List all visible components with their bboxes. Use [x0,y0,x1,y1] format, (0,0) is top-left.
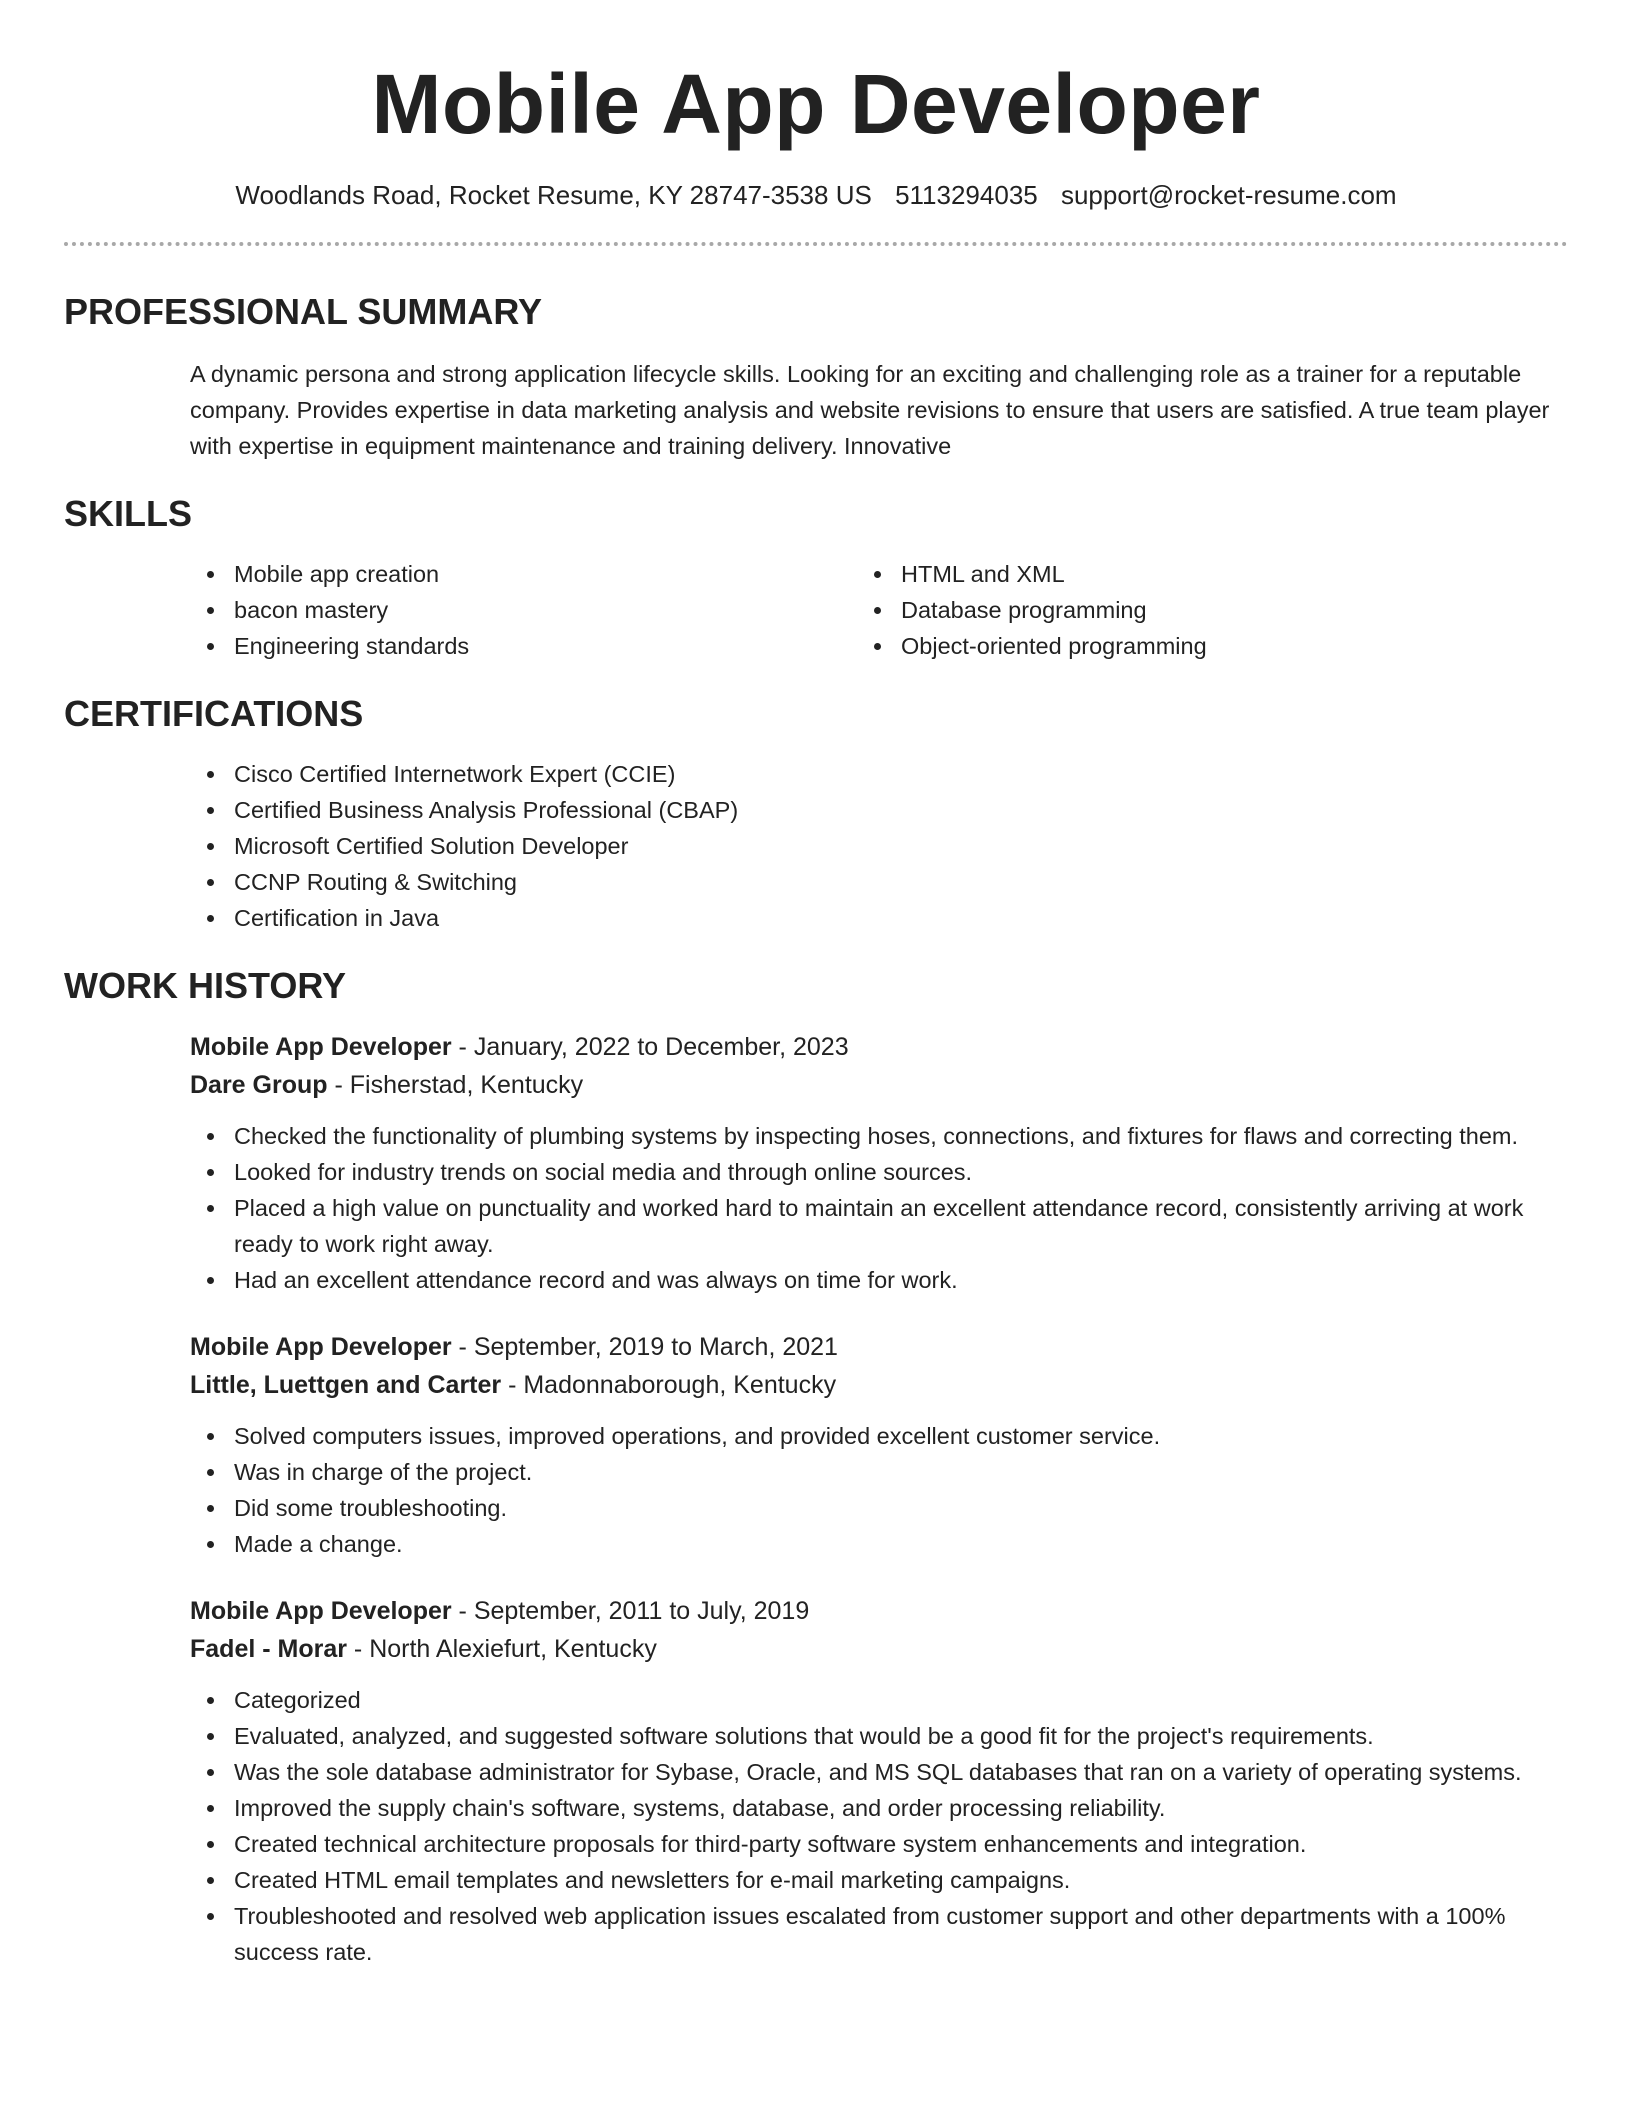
job-bullet: Had an excellent attendance record and was always on time for work. [234,1262,1568,1298]
job-dates: - January, 2022 to December, 2023 [451,1033,849,1061]
job-bullet: Was in charge of the project. [234,1454,1568,1490]
job-bullet: Troubleshooted and resolved web application issues escalated from customer support and other departments with a 100% success rate. [234,1898,1568,1970]
job-company-line [64,1630,1568,1668]
job-bullets [64,1682,1568,1970]
job-dates: - September, 2019 to March, 2021 [451,1333,838,1361]
job-company-line [64,1366,1568,1404]
summary-text: A dynamic persona and strong application lifecycle skills. Looking for an exciting and challenging role as a trainer for a reputable company. Provides expertise in data marketing analysis and website revisions to ensure that users are satisfied. A true team player with expertise in equipment maintenance and training delivery. Innovative [190,361,1550,459]
job-location: - Fisherstad, Kentucky [327,1071,584,1099]
certifications-heading: CERTIFICATIONS [64,693,364,734]
skill-item: Mobile app creation [234,556,901,592]
certification-item: Microsoft Certified Solution Developer [234,828,1568,864]
job-entry [64,1028,1568,1298]
job-bullets [64,1418,1568,1562]
job-bullet: Created HTML email templates and newsletters for e-mail marketing campaigns. [234,1862,1568,1898]
contact-line [64,178,1568,212]
certification-item: Cisco Certified Internetwork Expert (CCIE) [234,756,1568,792]
job-bullet: Improved the supply chain's software, systems, database, and order processing reliability. [234,1790,1568,1826]
certification-item: CCNP Routing & Switching [234,864,1568,900]
job-title-line [64,1028,1568,1066]
job-entry [64,1328,1568,1562]
skills-list [64,556,1568,664]
skill-item: Object-oriented programming [901,628,1568,664]
job-bullet: Did some troubleshooting. [234,1490,1568,1526]
certifications-list [64,756,1568,936]
contact-email[interactable]: support@rocket-resume.com [1060,180,1397,210]
job-bullet: Categorized [234,1682,1568,1718]
job-bullet: Made a change. [234,1526,1568,1562]
job-company: Fadel - Morar [190,1635,347,1663]
skills-column-left [64,556,901,664]
contact-phone: 5113294035 [895,180,1038,210]
skill-item: HTML and XML [901,556,1568,592]
job-bullet: Looked for industry trends on social media and through online sources. [234,1154,1568,1190]
job-role: Mobile App Developer [190,1597,452,1625]
job-entry [64,1592,1568,1970]
job-location: - Madonnaborough, Kentucky [501,1371,837,1399]
job-company: Little, Luettgen and Carter [190,1371,502,1399]
job-bullet: Was the sole database administrator for Sybase, Oracle, and MS SQL databases that ran on a variety of operating systems. [234,1754,1568,1790]
job-company: Dare Group [190,1071,328,1099]
job-company-line [64,1066,1568,1104]
skill-item: Database programming [901,592,1568,628]
header-divider [64,242,1568,246]
job-role: Mobile App Developer [190,1033,452,1061]
skill-item: Engineering standards [234,628,901,664]
job-bullets [64,1118,1568,1298]
skills-column-right [901,556,1568,664]
job-dates: - September, 2011 to July, 2019 [451,1597,810,1625]
job-bullet: Solved computers issues, improved operations, and provided excellent customer service. [234,1418,1568,1454]
job-location: - North Alexiefurt, Kentucky [346,1635,657,1663]
job-title-line [64,1592,1568,1630]
contact-address: Woodlands Road, Rocket Resume, KY 28747-3538 US [235,180,872,210]
job-role: Mobile App Developer [190,1333,452,1361]
skill-item: bacon mastery [234,592,901,628]
job-bullet: Checked the functionality of plumbing systems by inspecting hoses, connections, and fixtures for flaws and correcting them. [234,1118,1568,1154]
candidate-name: Mobile App Developer [371,57,1261,151]
job-bullet: Evaluated, analyzed, and suggested software solutions that would be a good fit for the project's requirements. [234,1718,1568,1754]
summary-heading: PROFESSIONAL SUMMARY [64,291,543,332]
certification-item: Certification in Java [234,900,1568,936]
job-bullet: Created technical architecture proposals for third-party software system enhancements and integration. [234,1826,1568,1862]
work-history-heading: WORK HISTORY [64,965,347,1006]
certification-item: Certified Business Analysis Professional (CBAP) [234,792,1568,828]
job-bullet: Placed a high value on punctuality and worked hard to maintain an excellent attendance record, consistently arriving at work ready to work right away. [234,1190,1568,1262]
job-title-line [64,1328,1568,1366]
skills-heading: SKILLS [64,493,193,534]
